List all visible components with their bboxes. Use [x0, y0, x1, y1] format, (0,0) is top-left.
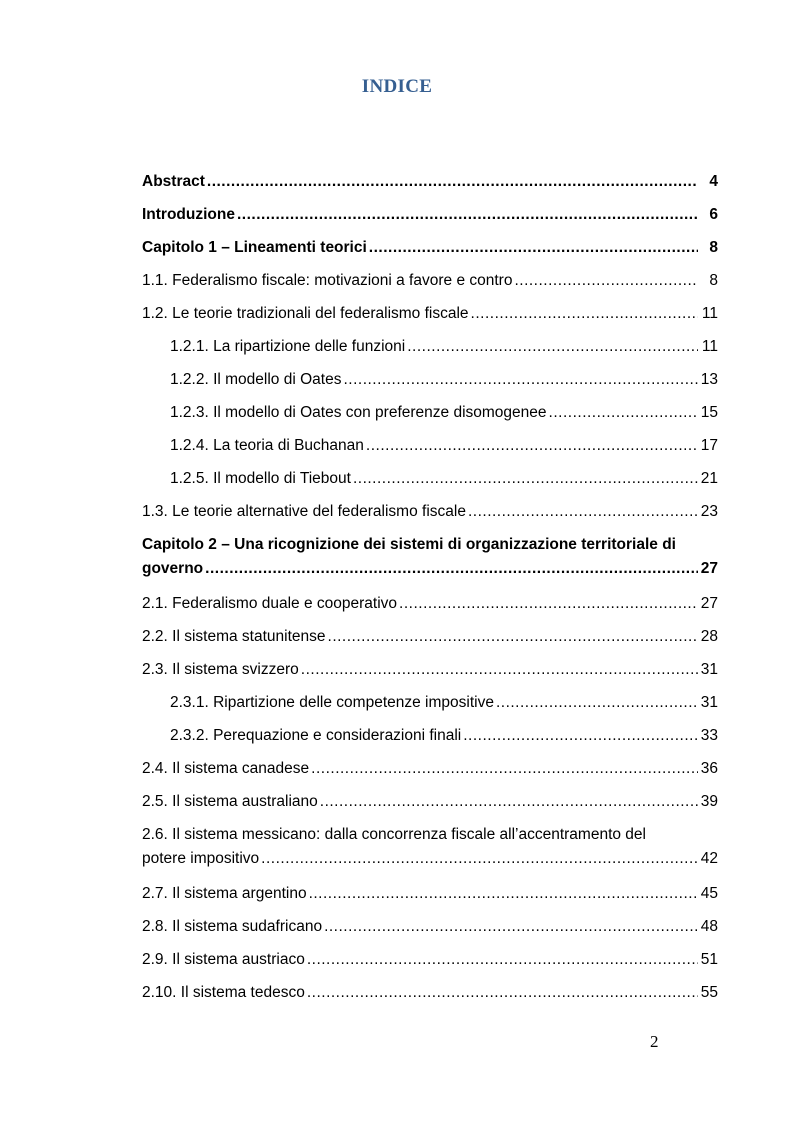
toc-entry-page: 21	[700, 470, 718, 487]
toc-entry-page: 28	[700, 628, 718, 645]
toc-entry[interactable]	[142, 500, 718, 533]
toc-entry-page: 45	[700, 885, 718, 902]
toc-entry-title: 2.7. Il sistema argentino	[142, 885, 307, 902]
toc-entry-title: 1.2.3. Il modello di Oates con preferenze disomogenee	[170, 404, 547, 421]
toc-entry-title: 1.3. Le teorie alternative del federalismo fiscale	[142, 503, 466, 520]
toc-entry-page: 27	[700, 595, 718, 612]
toc-entry-title: 2.4. Il sistema canadese	[142, 760, 310, 777]
toc-entry-page: 31	[700, 694, 718, 711]
toc-entry-title: 1.2.2. Il modello di Oates	[170, 371, 342, 388]
table-of-contents	[142, 170, 718, 1014]
toc-entry[interactable]	[170, 368, 718, 401]
dot-leader	[320, 790, 698, 814]
toc-entry-page: 8	[709, 272, 718, 289]
toc-entry[interactable]	[142, 981, 718, 1014]
toc-entry[interactable]	[170, 691, 718, 724]
toc-entry-title: 1.2.5. Il modello di Tiebout	[170, 470, 351, 487]
toc-entry[interactable]	[142, 302, 718, 335]
toc-entry-page: 15	[700, 404, 718, 421]
toc-entry-title: 2.9. Il sistema austriaco	[142, 951, 305, 968]
toc-entry-page: 55	[700, 984, 718, 1001]
toc-entry-title: 2.3. Il sistema svizzero	[142, 661, 299, 678]
toc-entry[interactable]	[170, 724, 718, 757]
page-title: INDICE	[361, 76, 433, 97]
dot-leader	[407, 335, 698, 359]
dot-leader	[307, 981, 698, 1005]
dot-leader	[237, 203, 698, 227]
toc-entry-page: 11	[701, 338, 718, 355]
toc-entry[interactable]	[142, 882, 718, 915]
toc-entry-title: 1.1. Federalismo fiscale: motivazioni a favore e contro	[142, 272, 513, 289]
dot-leader	[399, 592, 698, 616]
toc-entry[interactable]	[142, 203, 718, 236]
toc-entry-title-line: 2.6. Il sistema messicano: dalla concorrenza fiscale all’accentramento del	[142, 826, 646, 843]
toc-entry[interactable]	[142, 757, 718, 790]
toc-entry-title-line: Capitolo 2 – Una ricognizione dei sistemi di organizzazione territoriale di	[142, 536, 676, 553]
toc-entry-title: 2.1. Federalismo duale e cooperativo	[142, 595, 398, 612]
toc-entry-page: 51	[700, 951, 718, 968]
toc-entry-page: 33	[700, 727, 718, 744]
toc-entry[interactable]	[142, 948, 718, 981]
toc-entry-page: 48	[700, 918, 718, 935]
toc-entry-page: 11	[701, 305, 718, 322]
toc-entry-page: 23	[700, 503, 718, 520]
toc-entry[interactable]	[142, 236, 718, 269]
toc-entry-title: Abstract	[142, 173, 205, 190]
toc-entry[interactable]	[170, 467, 718, 500]
toc-entry-page: 42	[700, 850, 718, 867]
dot-leader	[301, 658, 698, 682]
toc-entry-page: 17	[700, 437, 718, 454]
dot-leader	[463, 724, 698, 748]
toc-entry-title: 2.5. Il sistema australiano	[142, 793, 318, 810]
toc-entry-page: 4	[709, 173, 718, 190]
dot-leader	[366, 434, 698, 458]
toc-entry-title: 2.2. Il sistema statunitense	[142, 628, 326, 645]
toc-entry-page: 31	[700, 661, 718, 678]
toc-entry[interactable]	[170, 401, 718, 434]
toc-entry-page: 13	[700, 371, 718, 388]
toc-entry[interactable]	[142, 533, 718, 592]
toc-entry-page: 36	[700, 760, 718, 777]
toc-entry-title: 2.8. Il sistema sudafricano	[142, 918, 323, 935]
dot-leader	[324, 915, 698, 939]
toc-entry-page: 8	[709, 239, 718, 256]
dot-leader	[207, 170, 698, 194]
toc-entry-title: 2.3.2. Perequazione e considerazioni finali	[170, 727, 462, 744]
toc-entry[interactable]	[142, 625, 718, 658]
toc-entry[interactable]	[142, 915, 718, 948]
toc-entry[interactable]	[170, 335, 718, 368]
toc-entry[interactable]	[142, 823, 718, 882]
dot-leader	[343, 368, 698, 392]
dot-leader	[353, 467, 698, 491]
dot-leader	[468, 500, 698, 524]
toc-entry-title: potere impositivo	[142, 850, 260, 867]
dot-leader	[307, 948, 698, 972]
dot-leader	[514, 269, 698, 293]
dot-leader	[471, 302, 698, 326]
toc-entry-title: governo	[142, 560, 204, 577]
toc-entry[interactable]	[170, 434, 718, 467]
dot-leader	[496, 691, 698, 715]
toc-entry[interactable]	[142, 592, 718, 625]
toc-entry-title: 2.10. Il sistema tedesco	[142, 984, 305, 1001]
toc-entry-title: 1.2.4. La teoria di Buchanan	[170, 437, 364, 454]
toc-entry-page: 39	[700, 793, 718, 810]
dot-leader	[311, 757, 698, 781]
dot-leader	[261, 847, 698, 871]
toc-entry[interactable]	[142, 658, 718, 691]
toc-entry-page: 27	[700, 560, 718, 577]
toc-entry[interactable]	[142, 269, 718, 302]
toc-entry-page: 6	[709, 206, 718, 223]
dot-leader	[309, 882, 698, 906]
page-number: 2	[650, 1032, 659, 1051]
toc-entry[interactable]	[142, 170, 718, 203]
toc-entry[interactable]	[142, 790, 718, 823]
toc-entry-title: 1.2.1. La ripartizione delle funzioni	[170, 338, 406, 355]
toc-entry-title: Introduzione	[142, 206, 235, 223]
dot-leader	[328, 625, 698, 649]
toc-entry-title: 1.2. Le teorie tradizionali del federalismo fiscale	[142, 305, 469, 322]
dot-leader	[205, 557, 698, 581]
dot-leader	[369, 236, 698, 260]
dot-leader	[549, 401, 698, 425]
toc-entry-title: Capitolo 1 – Lineamenti teorici	[142, 239, 367, 256]
toc-entry-title: 2.3.1. Ripartizione delle competenze impositive	[170, 694, 494, 711]
